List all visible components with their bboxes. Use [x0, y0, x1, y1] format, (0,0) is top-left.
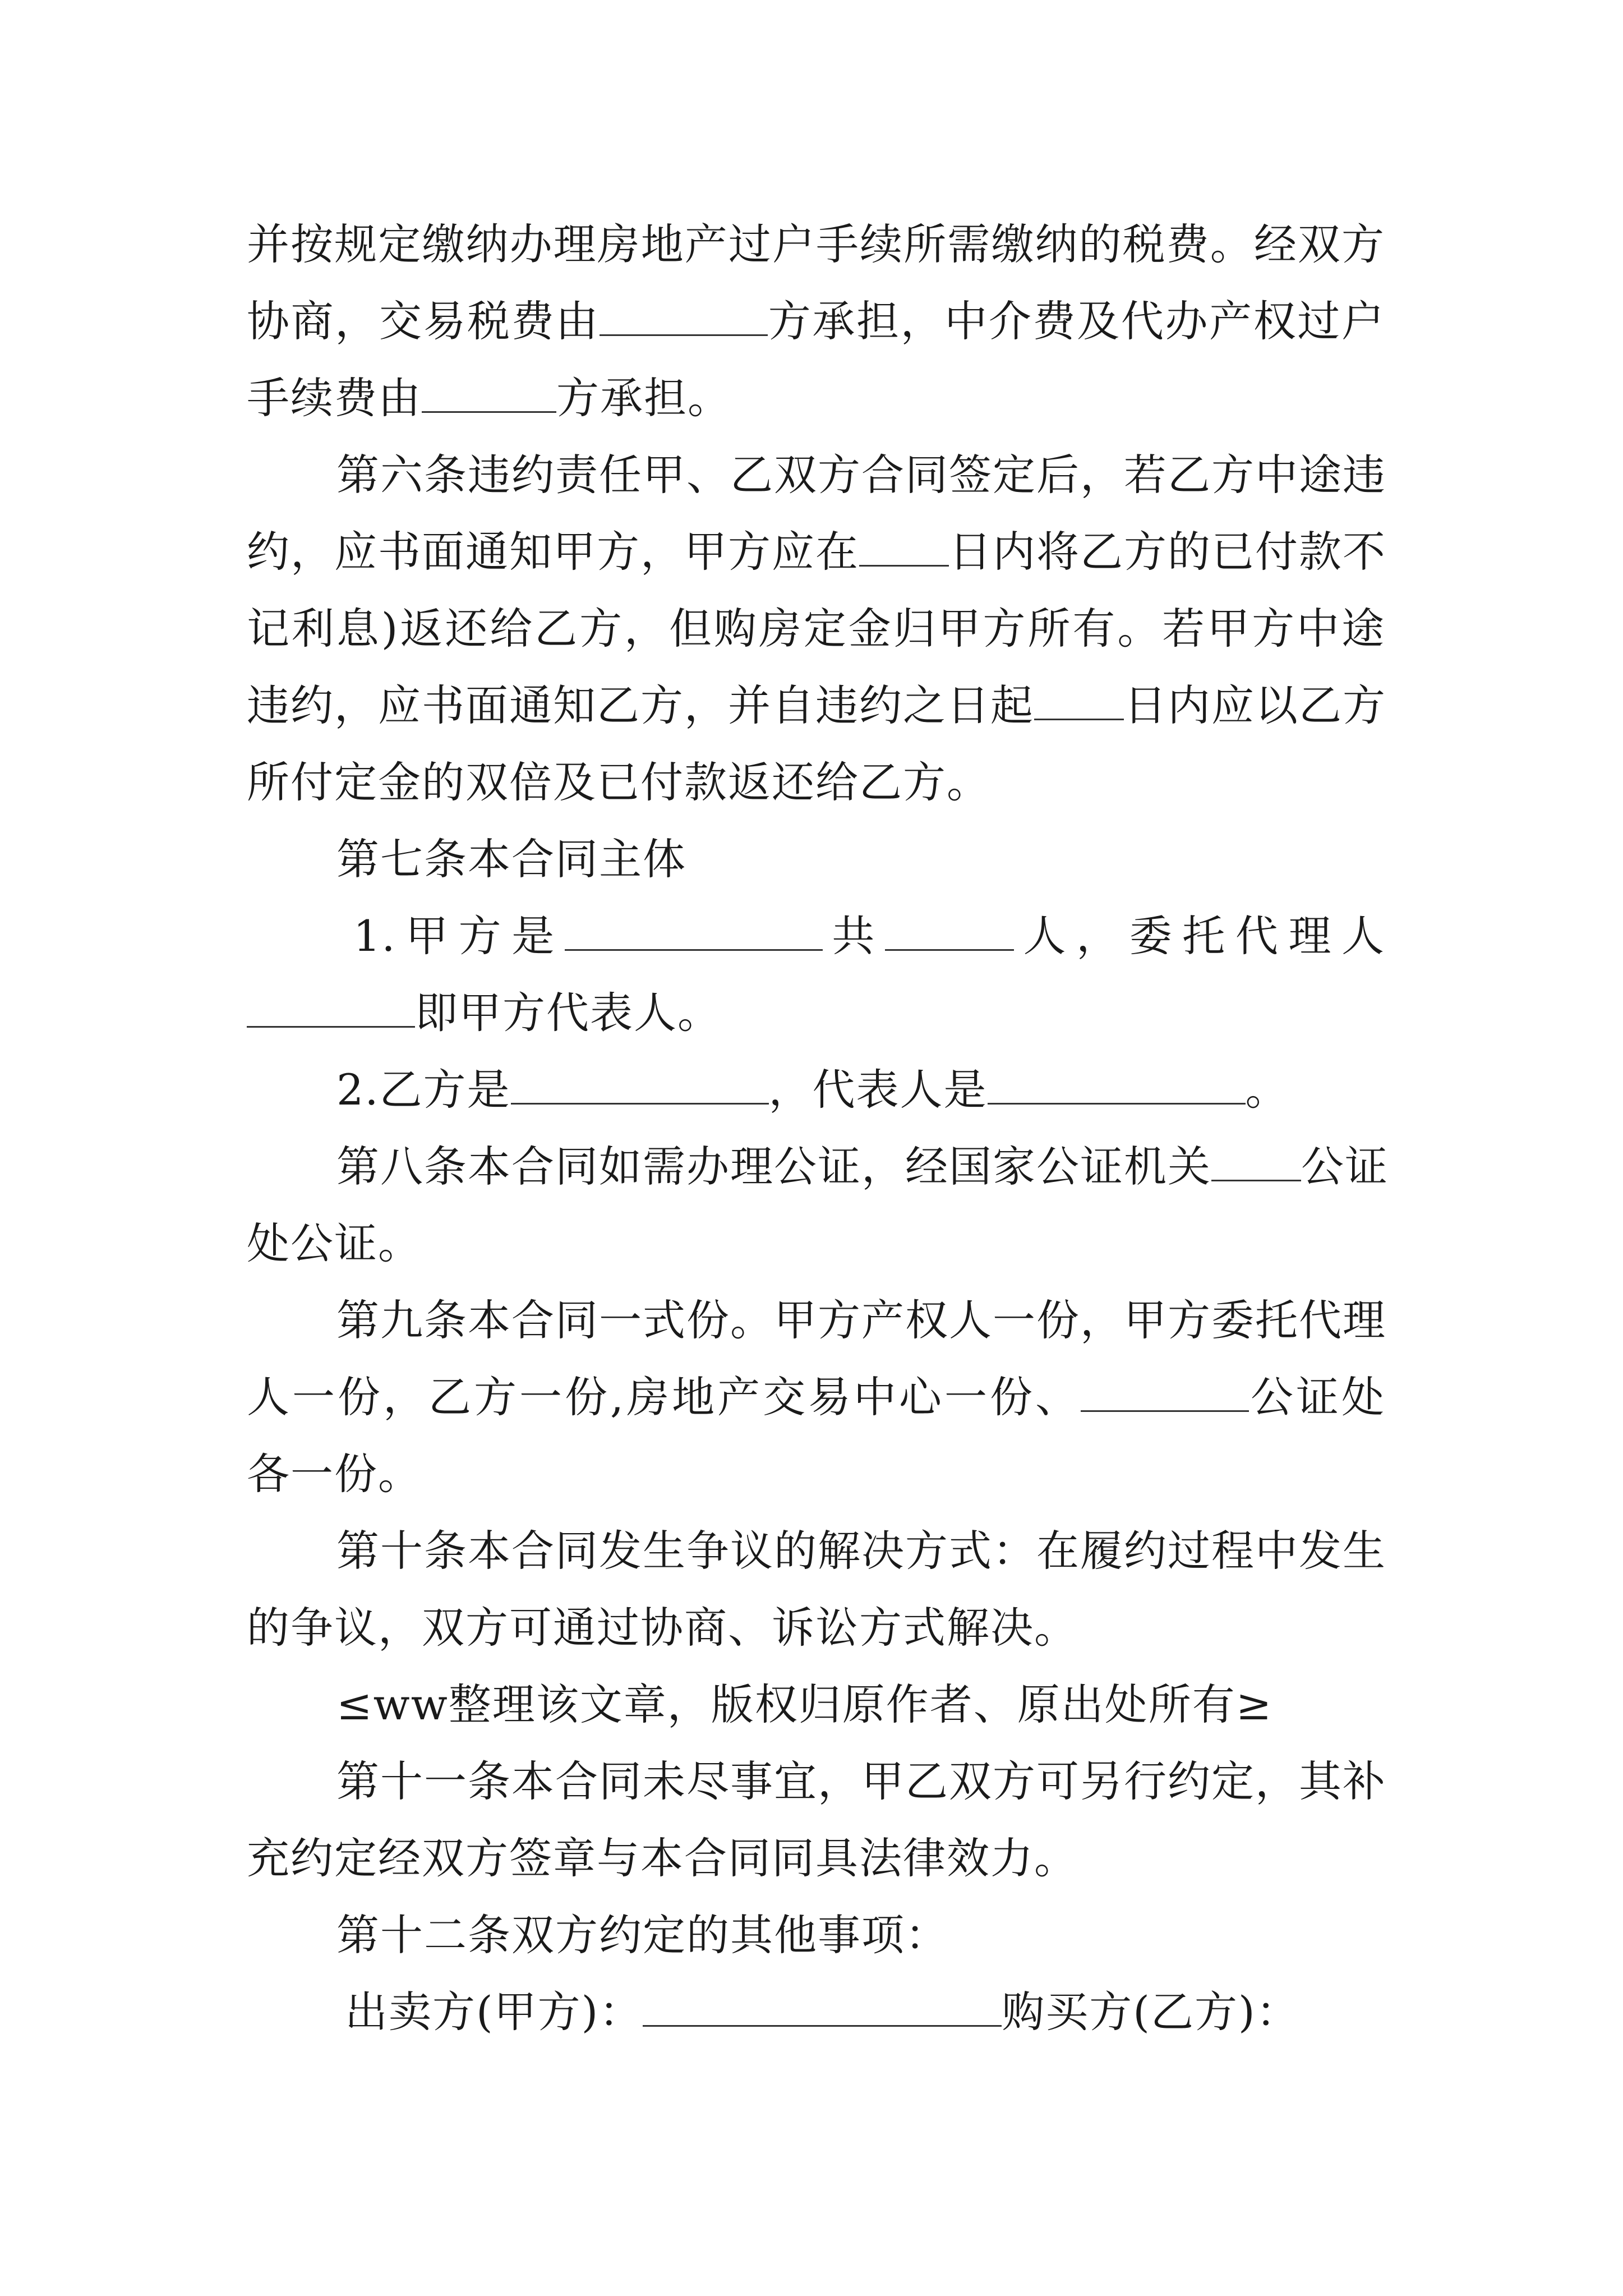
text-run: ，代表人是 — [768, 1065, 988, 1115]
fill-in-blank — [565, 915, 823, 951]
text-run: 第七条本合同主体 — [336, 834, 686, 884]
fill-in-blank — [1034, 685, 1124, 720]
text-run: 1.甲方是 — [353, 911, 565, 961]
fill-in-blank — [511, 1069, 769, 1105]
fill-in-blank — [859, 531, 949, 567]
paragraph-line — [336, 1051, 1385, 1129]
text-run: 方承担，中介费及代办产权过户 — [768, 296, 1386, 346]
paragraph-line — [247, 205, 1385, 284]
paragraph-line — [247, 1204, 1385, 1283]
paragraph-line — [247, 1819, 1385, 1898]
fill-in-blank — [1211, 1146, 1301, 1181]
text-run: 的争议，双方可通过协商、诉讼方式解决。 — [247, 1603, 1078, 1653]
paragraph-line — [247, 1589, 1385, 1667]
text-run: 并按规定缴纳办理房地产过户手续所需缴纳的税费。经双方 — [247, 219, 1385, 269]
text-run: 日内将乙方的已付款不 — [949, 527, 1386, 577]
text-run: 方承担。 — [556, 373, 731, 423]
text-run: 人一份，乙方一份,房地产交易中心一份、 — [247, 1372, 1081, 1422]
seller-label: 出卖方(甲方)： — [345, 1987, 643, 2037]
text-run: 第十条本合同发生争议的解决方式：在履约过程中发生 — [336, 1526, 1386, 1576]
paragraph-line — [336, 1281, 1385, 1360]
text-run: 处公证。 — [247, 1218, 422, 1268]
section-heading — [336, 820, 1385, 899]
fill-in-blank — [1081, 1377, 1249, 1412]
text-run: 所付定金的双倍及已付款返还给乙方。 — [247, 757, 990, 807]
fill-in-blank — [600, 301, 768, 336]
text-run: 手续费由 — [247, 373, 422, 423]
text-run: 第六条违约责任甲、乙双方合同签定后，若乙方中途违 — [336, 450, 1386, 500]
text-run: 即甲方代表人。 — [415, 988, 721, 1038]
paragraph-line — [247, 513, 1385, 591]
signature-line — [345, 1973, 1385, 2051]
text-run: 。 — [1245, 1065, 1289, 1115]
text-run: 共 — [822, 911, 885, 961]
paragraph-line — [336, 1742, 1385, 1821]
fill-in-blank — [988, 1069, 1246, 1105]
text-run: 第九条本合同一式份。甲方产权人一份，甲方委托代理 — [336, 1295, 1386, 1345]
copyright-notice — [336, 1665, 1385, 1744]
paragraph-line — [247, 359, 1385, 438]
paragraph-line — [336, 436, 1385, 514]
text-run: 各一份。 — [247, 1449, 422, 1499]
paragraph-line — [353, 897, 1385, 976]
paragraph-line — [247, 1358, 1385, 1437]
text-run: ≤ww整理该文章，版权归原作者、原出处所有≥ — [336, 1680, 1273, 1729]
paragraph-line — [247, 1435, 1385, 1513]
paragraph-line — [336, 1128, 1389, 1206]
text-run: 充约定经双方签章与本合同同具法律效力。 — [247, 1833, 1078, 1883]
text-run: 公证处 — [1249, 1372, 1385, 1422]
text-run: 2.乙方是 — [336, 1065, 511, 1115]
fill-in-blank — [643, 1991, 1002, 2027]
text-run: 记利息)返还给乙方，但购房定金归甲方所有。若甲方中途 — [247, 604, 1385, 654]
section-heading — [336, 1896, 1385, 1975]
paragraph-line — [247, 974, 1385, 1052]
text-run: 第八条本合同如需办理公证，经国家公证机关 — [336, 1142, 1211, 1191]
text-run: 协商，交易税费由 — [247, 296, 600, 346]
fill-in-blank — [422, 378, 556, 413]
text-run: 第十二条双方约定的其他事项： — [336, 1910, 949, 1960]
text-run: 人，委托代理人 — [1013, 911, 1386, 961]
paragraph-line — [247, 743, 1385, 822]
paragraph-line — [247, 590, 1385, 668]
text-run: 日内应以乙方 — [1124, 680, 1386, 730]
paragraph-line — [247, 666, 1385, 745]
paragraph-line — [336, 1512, 1385, 1590]
text-run: 第十一条本合同未尽事宜，甲乙双方可另行约定，其补 — [336, 1756, 1386, 1806]
fill-in-blank — [247, 992, 415, 1028]
text-run: 公证 — [1301, 1142, 1389, 1191]
text-run: 违约，应书面通知乙方，并自违约之日起 — [247, 680, 1034, 730]
text-run: 约，应书面通知甲方，甲方应在 — [247, 527, 859, 577]
paragraph-line — [247, 282, 1385, 361]
fill-in-blank — [885, 915, 1014, 951]
buyer-label: 购买方(乙方)： — [1002, 1987, 1300, 2037]
